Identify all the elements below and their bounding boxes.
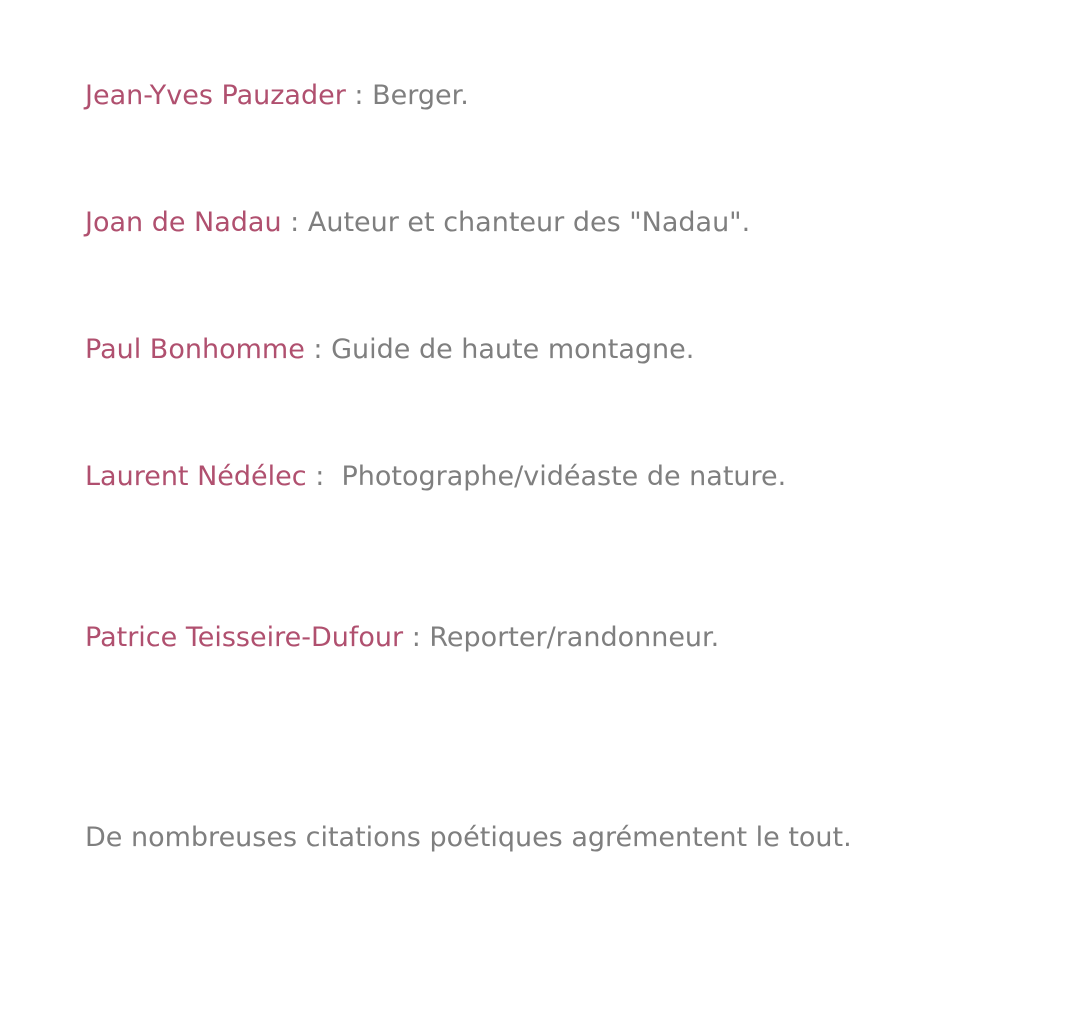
- credit-name: Joan de Nadau: [85, 207, 282, 238]
- closing-text: De nombreuses citations poétiques agrémentent le tout.: [85, 822, 852, 853]
- credit-name: Paul Bonhomme: [85, 334, 305, 365]
- credit-name: Laurent Nédélec: [85, 461, 307, 492]
- credit-description: : Reporter/randonneur.: [403, 622, 720, 653]
- credit-item-teisseire-dufour: [85, 621, 719, 655]
- credit-item-bonhomme: [85, 333, 694, 367]
- credit-description: : Photographe/vidéaste de nature.: [306, 461, 787, 492]
- credit-name: Patrice Teisseire-Dufour: [85, 622, 404, 653]
- credit-name: Jean-Yves Pauzader: [85, 80, 346, 111]
- credit-description: : Guide de haute montagne.: [304, 334, 695, 365]
- credit-item-pauzader: [85, 79, 469, 113]
- credit-description: : Auteur et chanteur des "Nadau".: [281, 207, 751, 238]
- credit-item-nedelec: [85, 460, 786, 494]
- credit-description: : Berger.: [345, 80, 469, 111]
- credit-item-nadau: [85, 206, 750, 240]
